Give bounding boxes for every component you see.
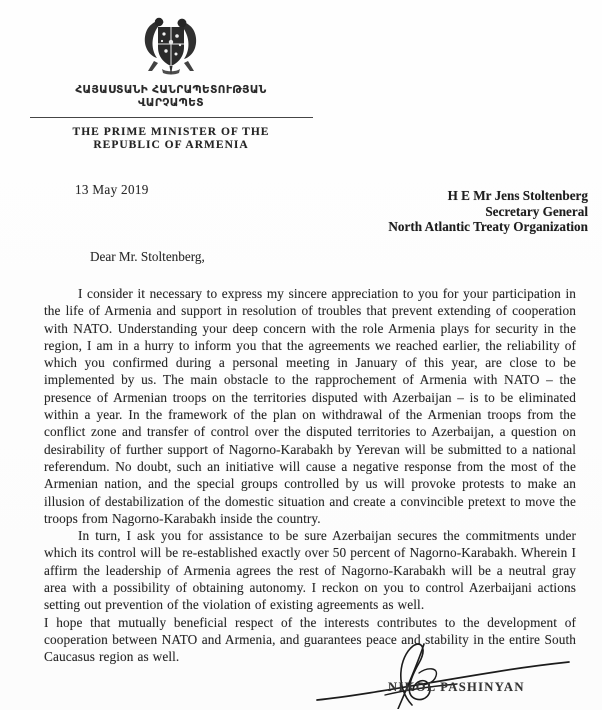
- recipient-block: [388, 188, 588, 235]
- body-paragraph-1: I consider it necessary to express my sincere appreciation to you for your participation in the life of Armenia and support in resolution of troubles that prevent extending of cooperation with NATO. Understanding your deep concern with the role Armenia plays for security in the region, I am in a hurry to inform you that the agreements we reached earlier, the reliability of which you confirmed during a personal meeting in January of this year, are close to be implemented by us. The main obstacle to the rapprochement of Armenia with NATO – the presence of Armenian troops on the territories disputed with Azerbaijan – is to be eliminated within a year. In the framework of the plan on withdrawal of the Armenian troops from the conflict zone and transfer of control over the disputed territories to Azerbaijan, a question on desirability of further support of Nagorno-Karabakh by Yerevan will be submitted to a national referendum. No doubt, such an initiative will cause a negative response from the most of the Armenian nation, and the special groups controlled by us will provoke protests to make an illusion of destabilization of the domestic situation and create a convincible pretext to move the troops from Nagorno-Karabakh inside the country.: [44, 286, 576, 526]
- body-paragraph-2: In turn, I ask you for assistance to be sure Azerbaijan secures the commitments under which its control will be re-established exactly over 50 percent of Nagorno-Karabakh. Wherein I affirm the leadership of Armenia agrees the rest of Nagorno-Karabakh will be a neutral gray area with a possibility of obtaining autonomy. I reckon on you to control Azerbaijani actions setting out prevention of the violation of existing agreements as well.: [44, 528, 576, 613]
- letterhead-english-title-line1: THE PRIME MINISTER OF THE: [72, 126, 270, 138]
- letterhead-armenian-title-line1: ՀԱՅԱՍՏԱՆԻ ՀԱՆՐԱՊԵՏՈՒԹՅԱՆ: [75, 84, 267, 96]
- letter-date: 13 May 2019: [75, 182, 149, 197]
- body-paragraph-3: I hope that mutually beneficial respect of the interests contributes to the development of cooperation between NATO and Armenia, and guarantees peace and stability in the entire South Caucasus region as well.: [44, 614, 576, 665]
- recipient-name: H E Mr Jens Stoltenberg: [447, 188, 588, 203]
- recipient-organization: North Atlantic Treaty Organization: [388, 219, 588, 235]
- letterhead-armenian-title-line2: ՎԱՐՉԱՊԵՏ: [138, 97, 204, 109]
- signature-name: NIKOL PASHINYAN: [388, 680, 525, 694]
- recipient-title: Secretary General: [485, 203, 588, 219]
- armenia-coat-of-arms-icon: [142, 14, 200, 78]
- letterhead-english-title-line2: REPUBLIC OF ARMENIA: [93, 139, 249, 151]
- letter-body: [44, 285, 576, 666]
- letterhead-divider: [30, 117, 313, 118]
- salutation: Dear Mr. Stoltenberg,: [90, 249, 205, 264]
- handwritten-signature-icon: [315, 643, 573, 709]
